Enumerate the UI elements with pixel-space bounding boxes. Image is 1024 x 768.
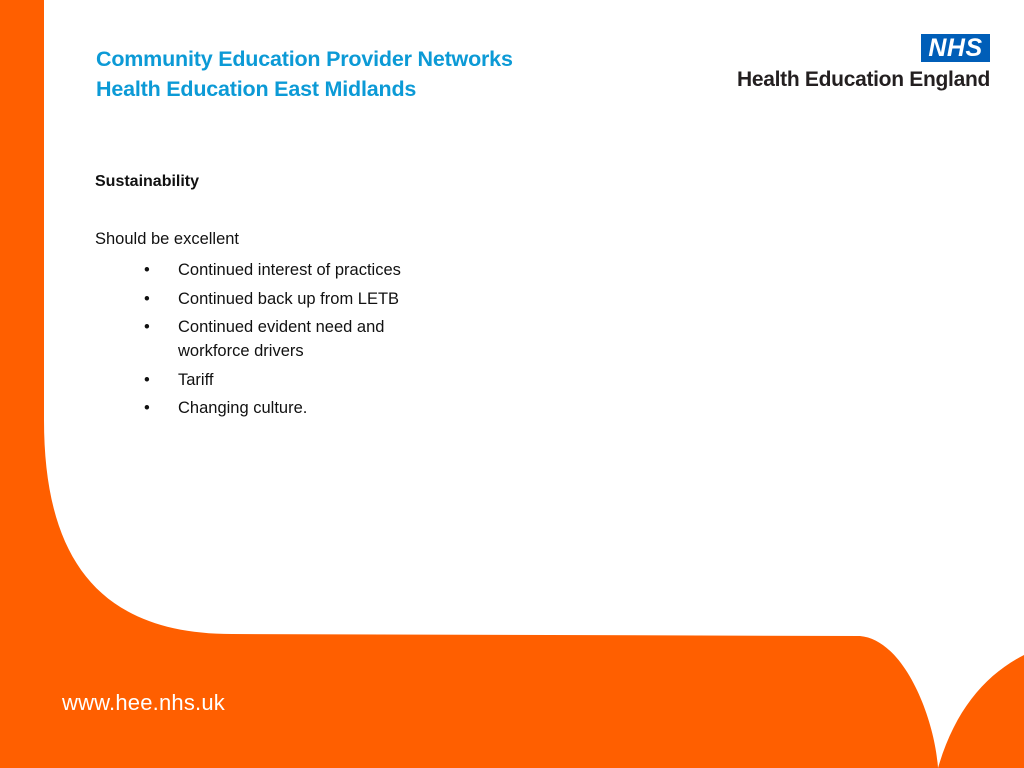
slide-title [96,44,513,104]
footer-url[interactable]: www.hee.nhs.uk [62,690,225,715]
nhs-badge: NHS [921,34,990,62]
list-item [142,287,442,311]
bullet-text: Changing culture. [178,399,308,418]
bullet-icon: • [144,289,150,308]
list-item [142,258,442,282]
hee-logo-text: Health Education England [737,68,990,91]
bullet-icon: • [144,261,150,279]
list-item [142,315,442,363]
intro-text: Should be excellent [95,230,240,248]
bullet-text: Tariff [178,370,214,389]
bullet-icon: • [144,370,150,389]
section-heading: Sustainability [95,173,200,190]
bullet-text: Continued back up from LETB [178,289,400,308]
list-item [142,368,442,392]
bullet-text: Continued interest of practices [178,261,401,279]
bullet-text: Continued evident need and workforce drivers [178,318,385,361]
hee-logo [708,34,992,94]
title-line-2: Health Education East Midlands [96,77,417,101]
bullet-icon: • [144,318,150,337]
bullet-icon: • [144,399,150,418]
bullet-list [142,258,442,425]
list-item [142,396,442,420]
title-line-1: Community Education Provider Networks [96,47,513,71]
